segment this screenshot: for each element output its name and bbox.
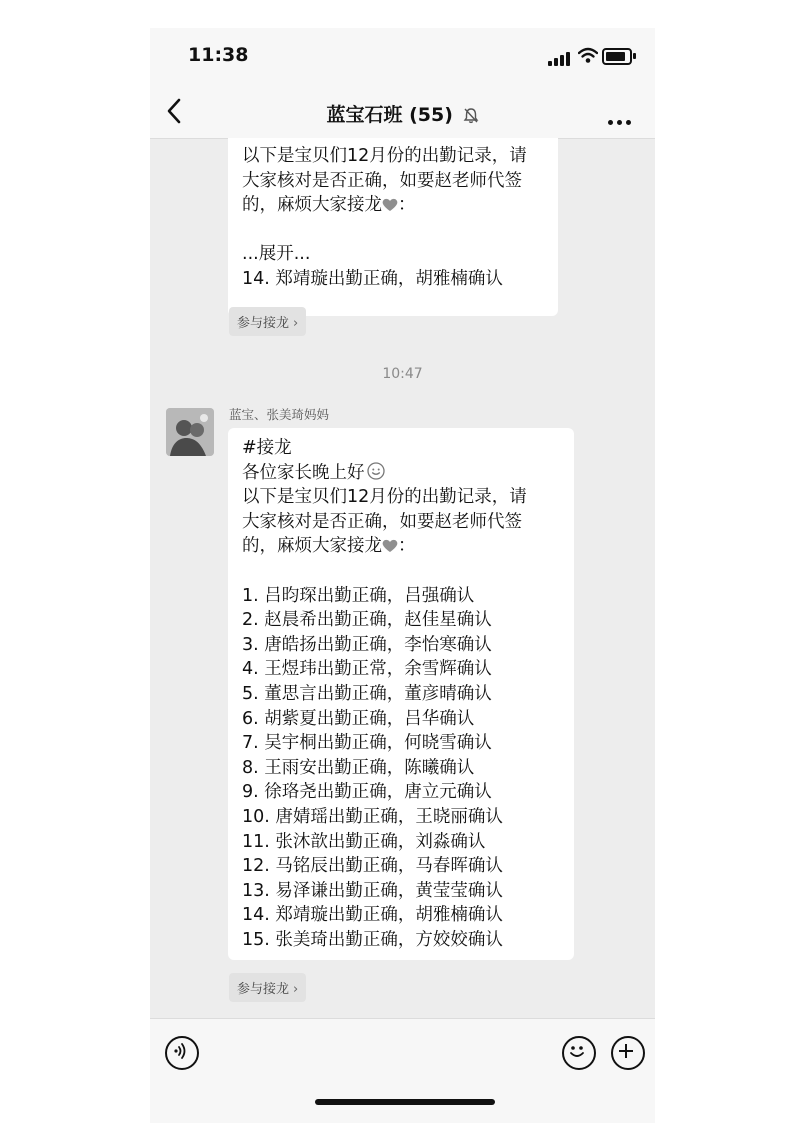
list-item: 5. 董思言出勤正确，董彦晴确认 — [242, 683, 492, 704]
join-chain-button[interactable] — [229, 973, 306, 1002]
message-line: 的，麻烦大家接龙 ： — [242, 536, 416, 557]
sender-name: 蓝宝、张美琦妈妈 — [229, 407, 330, 422]
voice-icon — [165, 1036, 195, 1066]
message-line — [242, 218, 544, 243]
expand-link[interactable]: ...展开... — [242, 244, 311, 265]
chat-title — [150, 100, 655, 127]
battery-icon — [602, 48, 632, 65]
chat-title-text: 蓝宝石班 (55) — [326, 104, 453, 126]
message-line: 的，麻烦大家接龙 ： — [242, 195, 416, 216]
list-item: 3. 唐皓扬出勤正确，李怡寒确认 — [242, 634, 492, 655]
message-line: 以下是宝贝们12月份的出勤记录，请 — [242, 487, 527, 508]
message-line: 以下是宝贝们12月份的出勤记录，请 — [242, 146, 527, 166]
join-chain-label: 参与接龙 — [237, 316, 290, 331]
list-item: 12. 马铭辰出勤正确，马春晖确认 — [242, 856, 503, 877]
message-line: #接龙 — [242, 438, 292, 458]
join-chain-button[interactable] — [229, 307, 306, 336]
chevron-right-icon: › — [293, 316, 299, 331]
wifi-icon — [578, 47, 598, 64]
message-line: 大家核对是否正确，如要赵老师代签 — [242, 511, 522, 532]
status-time: 11:38 — [188, 44, 249, 66]
list-item: 2. 赵晨希出勤正确，赵佳星确认 — [242, 610, 492, 631]
message-line: 各位家长晚上好 — [242, 461, 560, 486]
list-item: 7. 吴宇桐出勤正确，何晓雪确认 — [242, 733, 492, 754]
plus-button[interactable] — [611, 1036, 645, 1070]
chevron-right-icon: › — [293, 982, 299, 997]
emoji-button[interactable] — [562, 1036, 596, 1070]
status-bar — [150, 28, 655, 86]
message-line: 大家核对是否正确，如要赵老师代签 — [242, 170, 522, 191]
heart-icon — [382, 539, 398, 553]
heart-icon — [382, 198, 398, 212]
join-chain-label: 参与接龙 — [237, 982, 290, 997]
message-bubble — [228, 138, 558, 316]
smile-emoji-icon — [367, 462, 385, 480]
message-bubble — [228, 428, 574, 960]
list-item: 15. 张美琦出勤正确，方姣姣确认 — [242, 929, 503, 950]
list-item: 11. 张沐歆出勤正确，刘淼确认 — [242, 831, 486, 852]
plus-icon — [611, 1036, 641, 1066]
voice-button[interactable] — [165, 1036, 199, 1070]
input-bar — [150, 1018, 655, 1123]
list-item: 14. 郑靖璇出勤正确，胡雅楠确认 — [242, 905, 503, 926]
list-item: 13. 易泽谦出勤正确，黄莹莹确认 — [242, 880, 503, 901]
bell-off-icon — [463, 107, 479, 124]
list-item: 9. 徐珞尧出勤正确，唐立元确认 — [242, 782, 492, 803]
message-line — [242, 559, 560, 584]
signal-icon — [548, 50, 574, 66]
list-item: 10. 唐婧瑶出勤正确，王晓丽确认 — [242, 806, 503, 827]
phone-screen — [150, 28, 655, 1123]
chat-header — [150, 86, 655, 139]
avatar[interactable] — [166, 408, 214, 456]
more-button[interactable] — [604, 110, 631, 129]
more-icon — [604, 110, 631, 129]
home-indicator[interactable] — [315, 1099, 495, 1105]
list-item: 4. 王煜玮出勤正常，余雪辉确认 — [242, 659, 492, 680]
emoji-icon — [562, 1036, 592, 1066]
list-item: 6. 胡紫夏出勤正确，吕华确认 — [242, 708, 475, 729]
message-line: 14. 郑靖璇出勤正确，胡雅楠确认 — [242, 268, 503, 289]
list-item: 1. 吕昀琛出勤正确，吕强确认 — [242, 585, 475, 606]
avatar-photo-icon — [166, 408, 214, 456]
list-item: 8. 王雨安出勤正确，陈曦确认 — [242, 757, 475, 778]
timestamp: 10:47 — [382, 366, 423, 382]
